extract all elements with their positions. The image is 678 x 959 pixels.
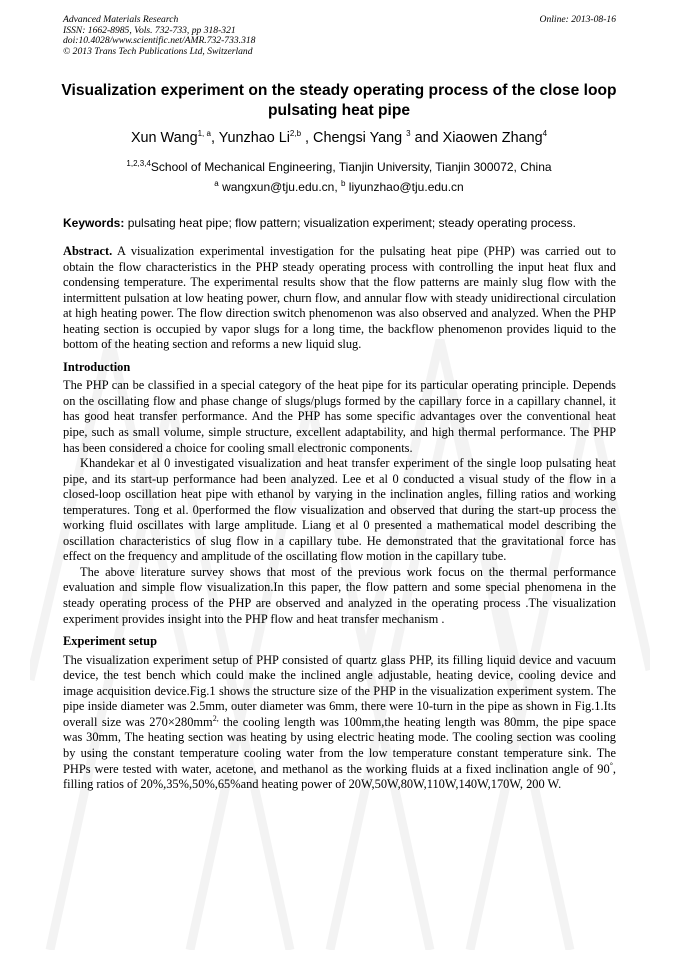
copyright-line: © 2013 Trans Tech Publications Ltd, Switzerland bbox=[63, 45, 253, 57]
intro-paragraph: The above literature survey shows that most of the previous work focus on the thermal performance evaluation and simple flow visualization.In this paper, the flow pattern and some special phenomena in the steady operating process of the PHP are observed and analyzed in the operating process .The visualization experiment provides insight into the PHP flow and heat transfer mechanism . bbox=[63, 564, 616, 626]
journal-header bbox=[63, 15, 255, 57]
author-emails bbox=[40, 179, 638, 195]
email-b: liyunzhao@tju.edu.cn bbox=[348, 180, 464, 194]
experiment-text: the cooling length was 100mm,the heating length was 80mm, the pipe space was 30mm, The heating section was heating by using electric heating mode. The cooling section was cooling by using the constant temperature cooling water from the low temperature constant temperature sink. The PHPs were tested with water, acetone, and methanol as the working fluids at a fixed inclination angle of 90 bbox=[63, 714, 616, 776]
intro-paragraph: The PHP can be classified in a special category of the heat pipe for its particular operating principle. Depends on the oscillating flow and phase change of slugs/plugs formed by the capillary force in a capillary channel, it has good heat transfer performance. And the PHP has some specific advantages over the conventional heat pipe, such as small volume, simple structure, excellent adaptability, and high thermal performance. The PHP has been considered a choice for cooling small electronic components. bbox=[63, 378, 616, 455]
author-affiliation-mark: 1, a bbox=[197, 129, 211, 139]
intro-paragraph: Khandekar et al 0 investigated visualization and heat transfer experiment of the single loop pulsating heat pipe, and its start-up performance had been analyzed. Lee et al 0 conducted a visual study of the flow in a closed-loop oscillation heat pipe with ethanol by varying in the inclination angles, filling ratios and working temperatures. Tong et al. 0performed the flow visualization and observed that during the start-up process the working fluid oscillates with large amplitude. Liang et al 0 presented a mathematical model describing the oscillation characteristics of slug flow in a capillary tube. He demonstrated that the gravitational force has effect on the frequency and amplitude of the oscillating flow motion in the capillary tube. bbox=[63, 456, 616, 564]
email-mark-b: b bbox=[341, 179, 346, 188]
author-name: Xun Wang bbox=[130, 130, 198, 146]
paper-title: Visualization experiment on the steady operating process of the close loop pulsating heat pipe bbox=[61, 82, 617, 119]
keywords-label: Keywords: bbox=[63, 216, 125, 230]
degree-sup: ° bbox=[609, 760, 613, 770]
keywords bbox=[63, 215, 618, 231]
abstract bbox=[63, 244, 616, 353]
paper-body bbox=[63, 244, 616, 793]
experiment-text: The visualization experiment setup of PHP consisted of quartz glass PHP, its filling liquid device and vacuum device, the test bench which could make the inclined angle adjustable, heating device, cooling device and image acquisition device.Fig.1 shows the structure size of the PHP in the visualization experiment system. The pipe inside diameter was 2.5mm, outer diameter was 6mm, there were 10-turn in the pipe as shown in Fig.1.Its overall size was 270×280mm bbox=[63, 652, 616, 729]
author-affiliation-mark: 4 bbox=[542, 129, 548, 139]
author-separator: and bbox=[410, 130, 443, 146]
online-date: Online: 2013-08-16 bbox=[539, 14, 616, 25]
affiliation-text: School of Mechanical Engineering, Tianjin University, Tianjin 300072, China bbox=[150, 160, 552, 174]
experiment-heading: Experiment setup bbox=[63, 634, 157, 649]
area-unit-sup: 2, bbox=[212, 713, 219, 723]
email-mark-a: a bbox=[214, 179, 219, 188]
author-name: Xiaowen Zhang bbox=[442, 130, 543, 146]
experiment-paragraph bbox=[63, 653, 616, 793]
author-separator: , bbox=[301, 130, 314, 146]
issn-line: ISSN: 1662-8985, Vols. 732-733, pp 318-321 bbox=[63, 24, 236, 36]
affiliation bbox=[40, 159, 638, 175]
doi-line: doi:10.4028/www.scientific.net/AMR.732-733.318 bbox=[63, 35, 256, 47]
author-separator: , bbox=[210, 130, 219, 146]
author-name: Yunzhao Li bbox=[218, 130, 290, 146]
email-a: wangxun@tju.edu.cn, bbox=[222, 180, 341, 194]
experiment-text: , filling ratios of 20%,35%,50%,65%and heating power of 20W,50W,80W,110W,140W,170W, 200 W. bbox=[63, 761, 616, 792]
introduction-heading: Introduction bbox=[63, 359, 131, 374]
journal-name: Advanced Materials Research bbox=[63, 14, 179, 25]
author-list bbox=[40, 129, 638, 147]
author-name: Chengsi Yang bbox=[313, 130, 407, 146]
author-affiliation-mark: 2,b bbox=[289, 129, 302, 139]
abstract-label: Abstract. bbox=[63, 244, 113, 258]
abstract-text: A visualization experimental investigation for the pulsating heat pipe (PHP) was carried out to obtain the flow characteristics in the PHP steady operating process with controlling the input heat flux and condensing temperature. The experimental results show that the flow patterns are mainly slug flow with the intermittent pulsation at low heating power, churn flow, and annular flow with steady unidirectional circulation at high heating power. The flow direction switch phenomenon was also observed and analyzed. When the PHP heating section is occupied by vapor slugs for a long time, the backflow phenomenon provides liquid to the bottom of the heating section and reforms a new liquid slug. bbox=[63, 244, 616, 352]
affiliation-mark: 1,2,3,4 bbox=[126, 159, 151, 168]
keywords-text: pulsating heat pipe; flow pattern; visualization experiment; steady operating process. bbox=[124, 216, 576, 230]
author-affiliation-mark: 3 bbox=[406, 129, 411, 139]
